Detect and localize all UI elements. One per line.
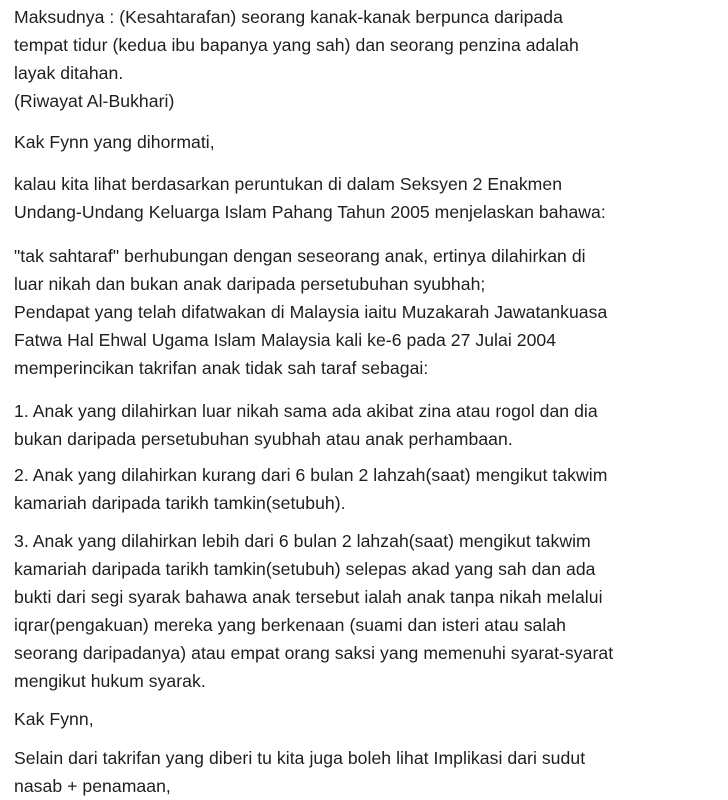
closing-paragraph: Selain dari takrifan yang diberi tu kita juga boleh lihat Implikasi dari sudut nasab + penamaan, (14, 748, 586, 796)
list-item-3: 3. Anak yang dilahirkan lebih dari 6 bulan 2 lahzah(saat) mengikut takwim kamariah daripada tarikh tamkin(setubuh) selepas akad yang sah dan ada bukti dari segi syarak bahawa anak tersebut ialah anak tanpa nikah melalui iqrar(pengakuan) mereka yang berkenaan (suami dan isteri atau salah seorang daripadanya) atau empat orang saksi yang memenuhi syarat-syarat mengikut hukum syarak. (14, 531, 614, 691)
list-item-1: 1. Anak yang dilahirkan luar nikah sama ada akibat zina atau rogol dan dia bukan daripada persetubuhan syubhah atau anak perhambaan. (14, 401, 598, 449)
address-paragraph: Kak Fynn, (14, 709, 94, 729)
fatwa-intro-paragraph: Pendapat yang telah difatwakan di Malaysia iaitu Muzakarah Jawatankuasa Fatwa Hal Ehwal Ugama Islam Malaysia kali ke-6 pada 27 Julai 2004 memperincikan takrifan anak tidak sah taraf sebagai: (14, 302, 608, 378)
salutation-paragraph: Kak Fynn yang dihormati, (14, 132, 215, 152)
list-item-2: 2. Anak yang dilahirkan kurang dari 6 bulan 2 lahzah(saat) mengikut takwim kamariah daripada tarikh tamkin(setubuh). (14, 465, 608, 513)
enactment-reference-paragraph: kalau kita lihat berdasarkan peruntukan di dalam Seksyen 2 Enakmen Undang-Undang Keluarga Islam Pahang Tahun 2005 menjelaskan bahawa: (14, 174, 606, 222)
definition-quote-paragraph: "tak sahtaraf" berhubungan dengan seseorang anak, ertinya dilahirkan di luar nikah dan bukan anak daripada persetubuhan syubhah; (14, 246, 586, 294)
hadith-translation-paragraph: Maksudnya : (Kesahtarafan) seorang kanak-kanak berpunca daripada tempat tidur (kedua ibu bapanya yang sah) dan seorang penzina adalah layak ditahan. (Riwayat Al-Bukhari) (14, 7, 579, 111)
